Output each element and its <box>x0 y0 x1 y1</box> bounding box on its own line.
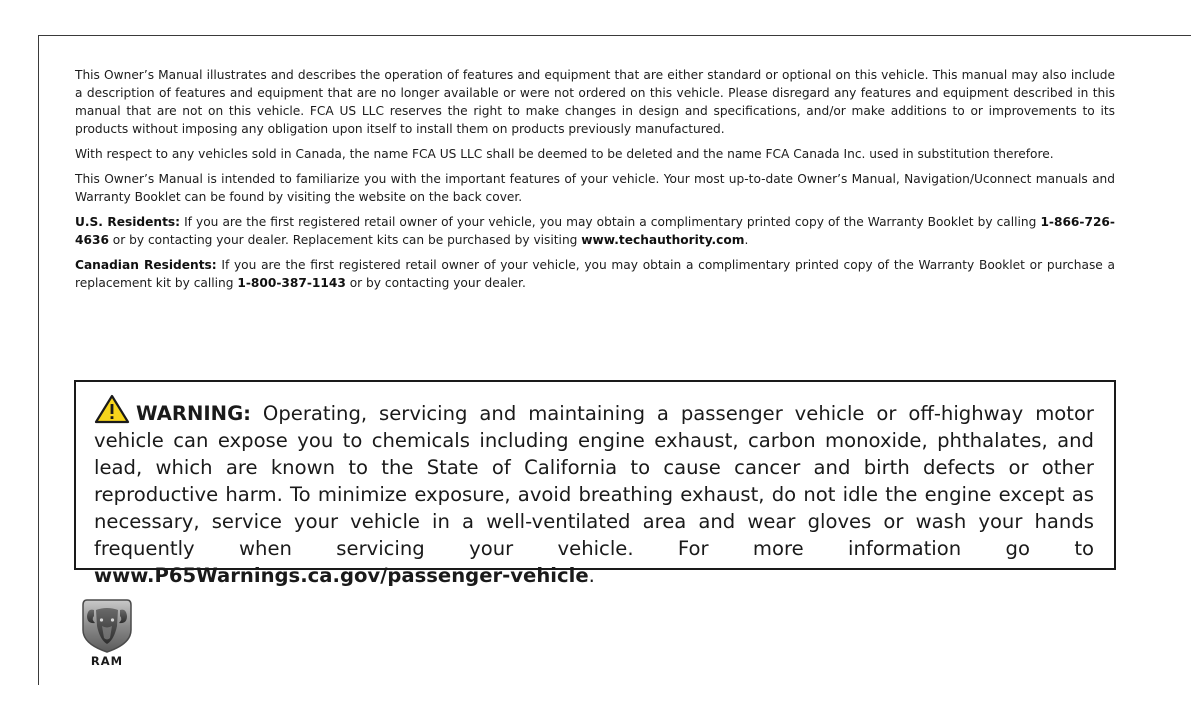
warning-triangle-icon <box>94 394 130 424</box>
canadian-residents-text-2: or by contacting your dealer. <box>345 276 526 290</box>
p65-warnings-link[interactable]: www.P65Warnings.ca.gov/passenger-vehicle <box>94 564 589 587</box>
ram-wordmark: RAM <box>90 654 124 668</box>
canadian-residents-label: Canadian Residents: <box>75 258 217 272</box>
canadian-residents-paragraph <box>75 256 1115 292</box>
us-residents-text-1: If you are the first registered retail owner of your vehicle, you may obtain a complimentary printed copy of the Warranty Booklet by calling <box>180 215 1041 229</box>
ram-head-logo-icon <box>74 596 140 654</box>
intro-paragraph-1: This Owner’s Manual illustrates and describes the operation of features and equipment that are either standard or optional on this vehicle. This manual may also include a description of features and equipment that are no longer available or were not ordered on this vehicle. Please disregard any features and equipment described in this manual that are not on this vehicle. FCA US LLC reserves the right to make changes in design and specifications, and/or make additions to or improvements to its products without imposing any obligation upon itself to install them on products previously manufactured. <box>75 68 1115 136</box>
us-residents-phone: 1-866-726-4636 <box>75 215 1115 247</box>
techauthority-link[interactable]: www.techauthority.com <box>581 233 745 247</box>
page-frame-left-rule <box>38 35 39 685</box>
ram-logo <box>74 596 140 668</box>
warning-text <box>94 394 1094 589</box>
us-residents-text-2: or by contacting your dealer. Replacement kits can be purchased by visiting <box>108 233 582 247</box>
canadian-residents-phone: 1-800-387-1143 <box>237 276 346 290</box>
page-frame-top-rule <box>38 35 1191 36</box>
us-residents-text-3: . <box>744 233 749 247</box>
canadian-residents-text-1: If you are the first registered retail owner of your vehicle, you may obtain a complimentary printed copy of the Warranty Booklet or purchase a replacement kit by calling <box>75 258 1115 290</box>
warning-end: . <box>588 564 595 587</box>
intro-paragraph-2: With respect to any vehicles sold in Canada, the name FCA US LLC shall be deemed to be deleted and the name FCA Canada Inc. used in substitution therefore. <box>75 147 1054 161</box>
prop65-warning-box <box>74 380 1116 587</box>
us-residents-paragraph <box>75 213 1115 249</box>
manual-intro-text <box>75 66 1115 299</box>
warning-body: Operating, servicing and maintaining a passenger vehicle or off-highway motor vehicle can expose you to chemicals including engine exhaust, carbon monoxide, phthalates, and lead, which are known to the State of California to cause cancer and birth defects or other reproductive harm. To minimize exposure, avoid breathing exhaust, do not idle the engine except as necessary, service your vehicle in a well-ventilated area and wear gloves or wash your hands frequently when servicing your vehicle. For more information go to <box>94 402 1094 560</box>
intro-paragraph-3: This Owner’s Manual is intended to familiarize you with the important features of your vehicle. Your most up-to-date Owner’s Manual, Navigation/Uconnect manuals and Warranty Booklet can be found by visiting the website on the back cover. <box>75 172 1115 204</box>
warning-label: WARNING: <box>136 402 251 425</box>
us-residents-label: U.S. Residents: <box>75 215 181 229</box>
